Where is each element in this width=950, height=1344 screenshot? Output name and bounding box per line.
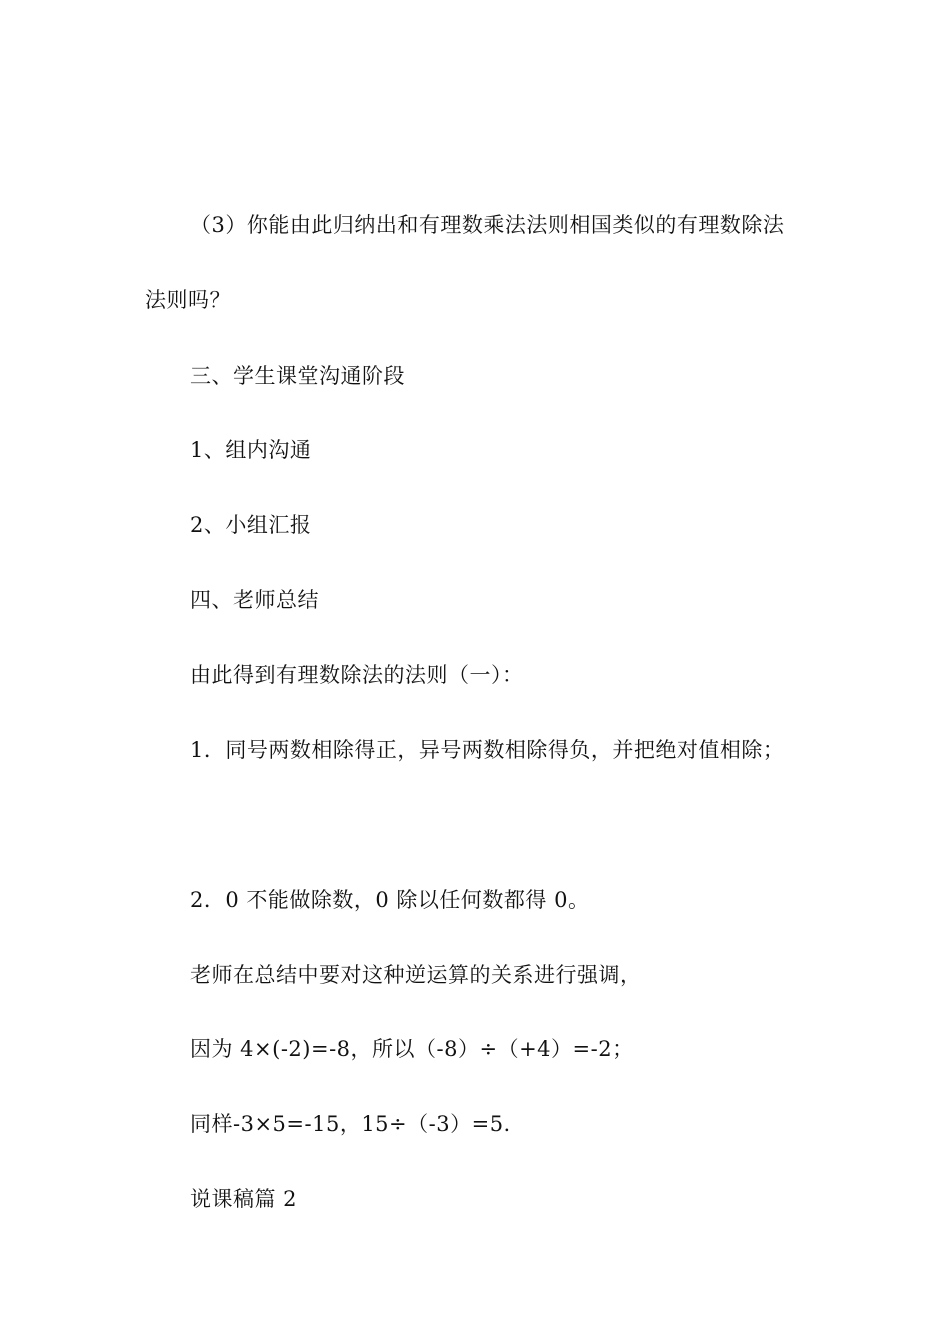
rule-intro: 由此得到有理数除法的法则（一）： [190,663,524,687]
section-heading-4: 四、老师总结 [190,588,319,612]
paragraph-emphasis: 老师在总结中要对这种逆运算的关系进行强调， [190,963,642,987]
paragraph-question-3: （3）你能由此归纳出和有理数乘法法则相国类似的有理数除法 [190,213,785,237]
paragraph-question-3-continued: 法则吗？ [145,288,231,312]
example-1: 因为 4×(-2)=-8，所以（-8）÷（+4）=-2； [190,1037,634,1061]
section-heading-3: 三、学生课堂沟通阶段 [190,364,405,388]
list-item-group-report: 2、小组汇报 [190,513,312,537]
list-item-group-discussion: 1、组内沟通 [190,438,312,462]
example-2: 同样-3×5=-15，15÷（-3）=5. [190,1112,511,1136]
rule-item-1: 1．同号两数相除得正，异号两数相除得负，并把绝对值相除； [190,738,785,762]
next-section-title: 说课稿篇 2 [190,1187,298,1211]
rule-item-2: 2．0 不能做除数，0 除以任何数都得 0。 [190,888,590,912]
